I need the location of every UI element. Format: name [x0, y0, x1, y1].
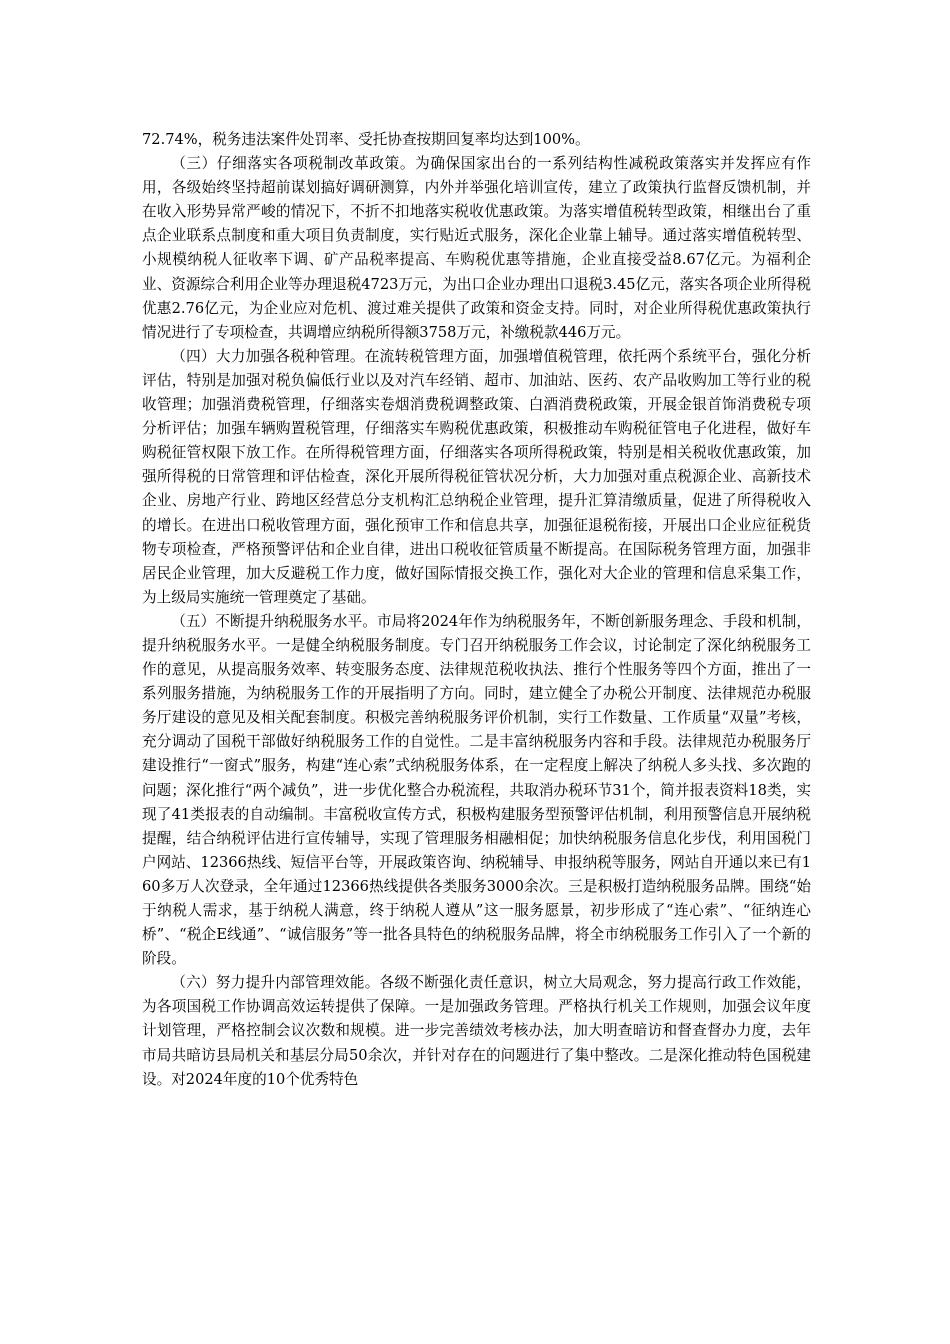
- paragraph-tax-category-management: （四）大力加强各税种管理。在流转税管理方面，加强增值税管理，依托两个系统平台，强化分析评估，特别是加强对税负偏低行业以及对汽车经销、超市、加油站、医药、农产品收购加工等行业的税收管理；加强消费税管理，仔细落实卷烟消费税调整政策、白酒消费税政策，开展金银首饰消费税专项分析评估；加强车辆购置税管理，仔细落实车购税优惠政策，积极推动车购税征管电子化进程，做好车购税征管权限下放工作。在所得税管理方面，仔细落实各项所得税政策，特别是相关税收优惠政策，加强所得税的日常管理和评估检查，深化开展所得税征管状况分析，大力加强对重点税源企业、高新技术企业、房地产行业、跨地区经营总分支机构汇总纳税企业管理，提升汇算清缴质量，促进了所得税收入的增长。在进出口税收管理方面，强化预审工作和信息共享，加强征退税衔接，开展出口企业应征税货物专项检查，严格预警评估和企业自律，进出口税收征管质量不断提高。在国际税务管理方面，加强非居民企业管理，加大反避税工作力度，做好国际情报交换工作，强化对大企业的管理和信息采集工作，为上级局实施统一管理奠定了基础。: [142, 347, 811, 606]
- document-body: [142, 128, 811, 1092]
- paragraph-tax-reform-policy: （三）仔细落实各项税制改革政策。为确保国家出台的一系列结构性减税政策落实并发挥应有作用，各级始终坚持超前谋划搞好调研测算，内外并举强化培训宣传，建立了政策执行监督反馈机制，并在收入形势异常严峻的情况下，不折不扣地落实税收优惠政策。为落实增值税转型政策，相继出台了重点企业联系点制度和重大项目负责制度，实行贴近式服务，深化企业靠上辅导。通过落实增值税转型、小规模纳税人征收率下调、矿产品税率提高、车购税优惠等措施，企业直接受益8.67亿元。为福利企业、资源综合利用企业等办理退税4723万元，为出口企业办理出口退税3.45亿元，落实各项企业所得税优惠2.76亿元，为企业应对危机、渡过难关提供了政策和资金支持。同时，对企业所得税优惠政策执行情况进行了专项检查，共调增应纳税所得额3758万元，补缴税款446万元。: [142, 155, 811, 341]
- paragraph-continuation: 72.74%，税务违法案件处罚率、受托协查按期回复率均达到100%。: [142, 131, 590, 148]
- paragraph-taxpayer-service: （五）不断提升纳税服务水平。市局将2024年作为纳税服务年，不断创新服务理念、手段和机制，提升纳税服务水平。一是健全纳税服务制度。专门召开纳税服务工作会议，讨论制定了深化纳税服务工作的意见，从提高服务效率、转变服务态度、法律规范税收执法、推行个性服务等四个方面，推出了一系列服务措施，为纳税服务工作的开展指明了方向。同时，建立健全了办税公开制度、法律规范办税服务厅建设的意见及相关配套制度。积极完善纳税服务评价机制，实行工作数量、工作质量“双量”考核，充分调动了国税干部做好纳税服务工作的自觉性。二是丰富纳税服务内容和手段。法律规范办税服务厅建设推行“一窗式”服务，构建“连心索”式纳税服务体系，在一定程度上解决了纳税人多头找、多次跑的问题；深化推行“两个减负”，进一步优化整合办税流程，共取消办税环节31个，简并报表资料18类，实现了41类报表的自动编制。丰富税收宣传方式，积极构建服务型预警评估机制，利用预警信息开展纳税提醒，结合纳税评估进行宣传辅导，实现了管理服务相融相促；加快纳税服务信息化步伐，利用国税门户网站、12366热线、短信平台等，开展政策咨询、纳税辅导、申报纳税等服务，网站自开通以来已有160多万人次登录，全年通过12366热线提供各类服务3000余次。三是积极打造纳税服务品牌。围绕“始于纳税人需求，基于纳税人满意，终于纳税人遵从”这一服务愿景，初步形成了“连心索”、“征纳连心桥”、“税企E线通”、“诚信服务”等一批各具特色的纳税服务品牌，将全市纳税服务工作引入了一个新的阶段。: [142, 612, 811, 968]
- paragraph-internal-management: （六）努力提升内部管理效能。各级不断强化责任意识，树立大局观念，努力提高行政工作效能，为各项国税工作协调高效运转提供了保障。一是加强政务管理。严格执行机关工作规则，加强会议年度计划管理，严格控制会议次数和规模。进一步完善绩效考核办法，加大明查暗访和督查督办力度，去年市局共暗访县局机关和基层分局50余次，并针对存在的问题进行了集中整改。二是深化推动特色国税建设。对2024年度的10个优秀特色: [142, 974, 811, 1088]
